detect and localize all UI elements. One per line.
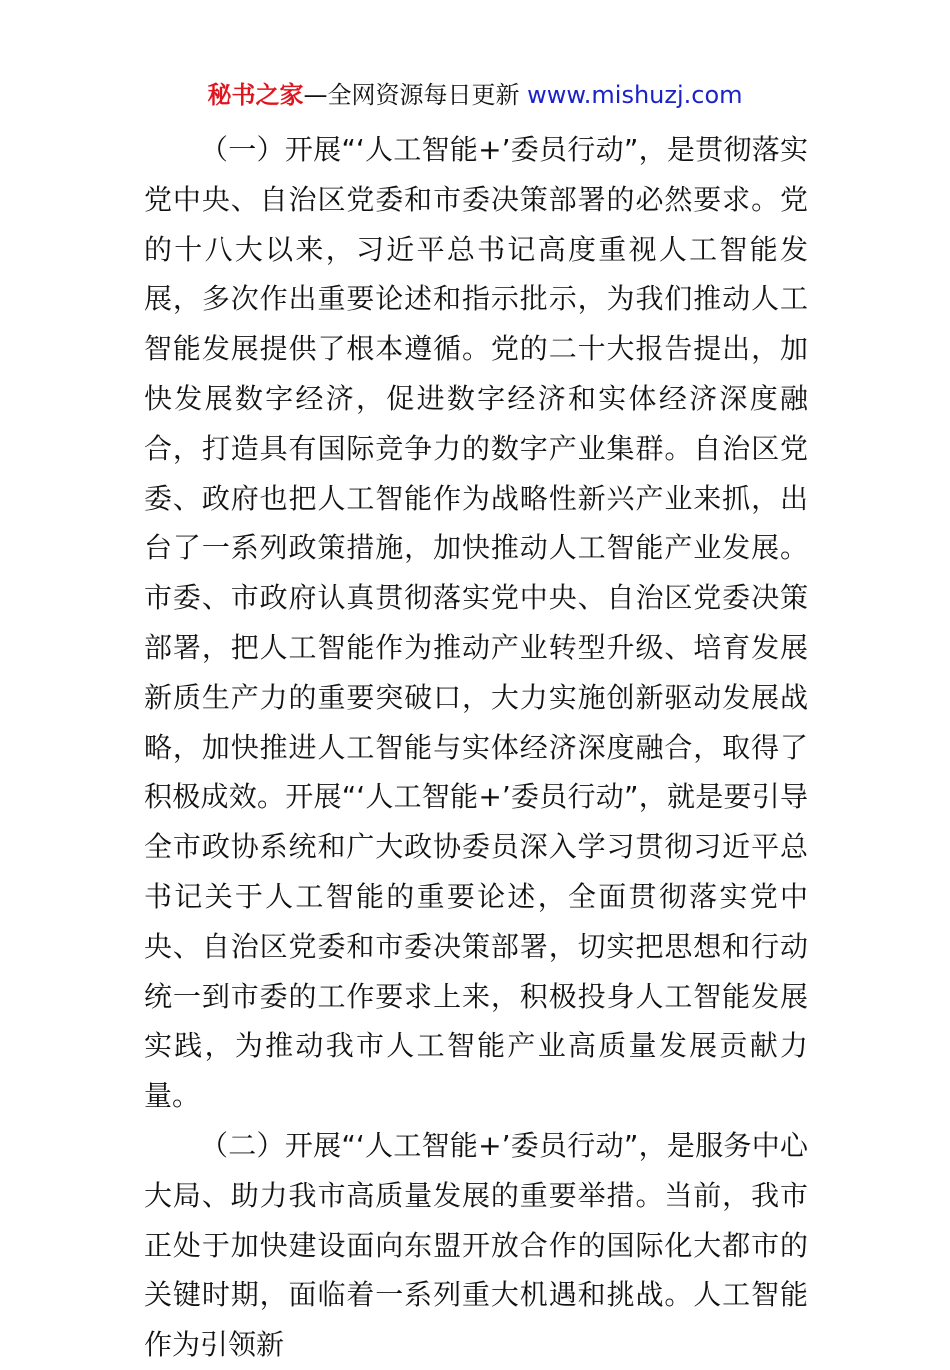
- paragraph-2: （二）开展“‘人工智能+’委员行动”，是服务中心大局、助力我市高质量发展的重要举措。当前，我市正处于加快建设面向东盟开放合作的国际化大都市的关键时期，面临着一系列重大机遇和挑战。人工智能作为引领新: [144, 1128, 808, 1362]
- page-header: [0, 78, 950, 112]
- brand-name: 秘书之家: [207, 81, 304, 109]
- document-body: [144, 125, 808, 1370]
- paragraph-1: （一）开展“‘人工智能+’委员行动”，是贯彻落实党中央、自治区党委和市委决策部署的必然要求。党的十八大以来，习近平总书记高度重视人工智能发展，多次作出重要论述和指示批示，为我们推动人工智能发展提供了根本遵循。党的二十大报告提出，加快发展数字经济，促进数字经济和实体经济深度融合，打造具有国际竞争力的数字产业集群。自治区党委、政府也把人工智能作为战略性新兴产业来抓，出台了一系列政策措施，加快推动人工智能产业发展。市委、市政府认真贯彻落实党中央、自治区党委决策部署，把人工智能作为推动产业转型升级、培育发展新质生产力的重要突破口，大力实施创新驱动发展战略，加快推进人工智能与实体经济深度融合，取得了积极成效。开展“‘人工智能+’委员行动”，就是要引导全市政协系统和广大政协委员深入学习贯彻习近平总书记关于人工智能的重要论述，全面贯彻落实党中央、自治区党委和市委决策部署，切实把思想和行动统一到市委的工作要求上来，积极投身人工智能发展实践，为推动我市人工智能产业高质量发展贡献力量。: [144, 133, 808, 1113]
- site-link[interactable]: www.mishuzj.com: [527, 81, 743, 109]
- header-tagline: —全网资源每日更新: [303, 81, 520, 109]
